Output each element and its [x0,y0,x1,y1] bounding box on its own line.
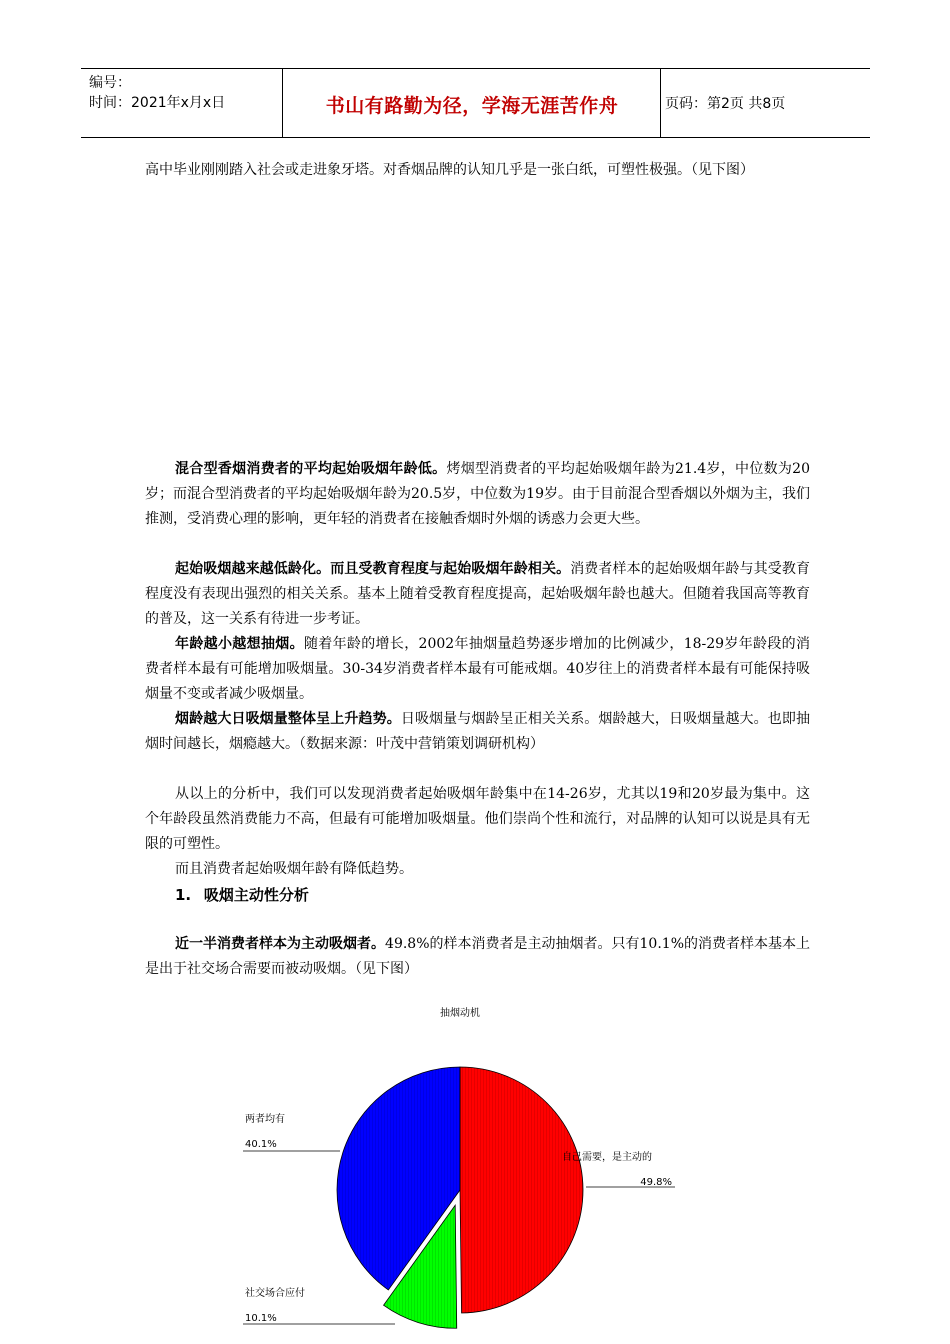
header-motto: 书山有路勤为径，学海无涯苦作舟 [325,95,619,117]
pie-label-value: 10.1% [245,1313,277,1324]
document-number-label: 编号： [89,75,131,91]
intro-paragraph: 高中毕业刚刚踏入社会或走进象牙塔。对香烟品牌的认知几乎是一张白纸，可塑性极强。（见下图） [145,162,754,178]
pie-label-name: 两者均有 [245,1114,285,1125]
paragraph-lead: 混合型香烟消费者的平均起始吸烟年龄低。 [175,461,447,477]
pie-label-value: 40.1% [245,1139,277,1150]
paragraph-body: 日吸烟量与烟龄呈正相关关系。烟龄越大，日吸烟量越大。也即抽烟时间越长，烟瘾越大。（数据来源：叶茂中营销策划调研机构） [145,711,811,752]
page-number: 页码：第2页 共8页 [665,96,786,112]
paragraph-lead: 年龄越小越想抽烟。 [175,636,304,652]
paragraph-trend: 而且消费者起始吸烟年龄有降低趋势。 [175,861,413,877]
document-date: 时间：2021年x月x日 [89,95,226,111]
pie-label-name: 自己需要，是主动的 [562,1152,652,1163]
pie-label-name: 社交场合应付 [245,1288,305,1299]
paragraph-body: 随着年龄的增长，2002年抽烟量趋势逐步增加的比例减少，18-29岁年龄段的消费者样本最有可能增加吸烟量。30-34岁消费者样本最有可能戒烟。40岁往上的消费者样本最有可能保持吸烟量不变或者减少吸烟量。 [145,636,810,702]
paragraph-body: 49.8%的样本消费者是主动抽烟者。只有10.1%的消费者样本基本上是出于社交场合需要而被动吸烟。（见下图） [145,936,811,977]
paragraph-lead: 近一半消费者样本为主动吸烟者。 [175,936,386,952]
paragraph-lead: 烟龄越大日吸烟量整体呈上升趋势。 [175,711,401,727]
paragraph-body: 消费者样本的起始吸烟年龄与其受教育程度没有表现出强烈的相关关系。基本上随着受教育程度提高，起始吸烟年龄也越大。但随着我国高等教育的普及，这一关系有待进一步考证。 [145,561,811,627]
paragraph-summary: 从以上的分析中，我们可以发现消费者起始吸烟年龄集中在14-26岁，尤其以19和20岁最为集中。这个年龄段虽然消费能力不高，但最有可能增加吸烟量。他们崇尚个性和流行，对品牌的认知可以说是具有无限的可塑性。 [145,786,810,852]
chart-title: 抽烟动机 [440,1008,480,1019]
pie-slice-texture [460,1067,583,1313]
section-heading: 1. 吸烟主动性分析 [175,886,309,904]
paragraph-body: 烤烟型消费者的平均起始吸烟年龄为21.4岁，中位数为20岁；而混合型消费者的平均起始吸烟年龄为20.5岁，中位数为19岁。由于目前混合型香烟以外烟为主，我们推测，受消费心理的影响，更年轻的消费者在接触香烟时外烟的诱惑力会更大些。 [145,461,810,527]
paragraph-lead: 起始吸烟越来越低龄化。而且受教育程度与起始吸烟年龄相关。 [175,561,571,577]
pie-label-value: 49.8% [640,1177,672,1188]
